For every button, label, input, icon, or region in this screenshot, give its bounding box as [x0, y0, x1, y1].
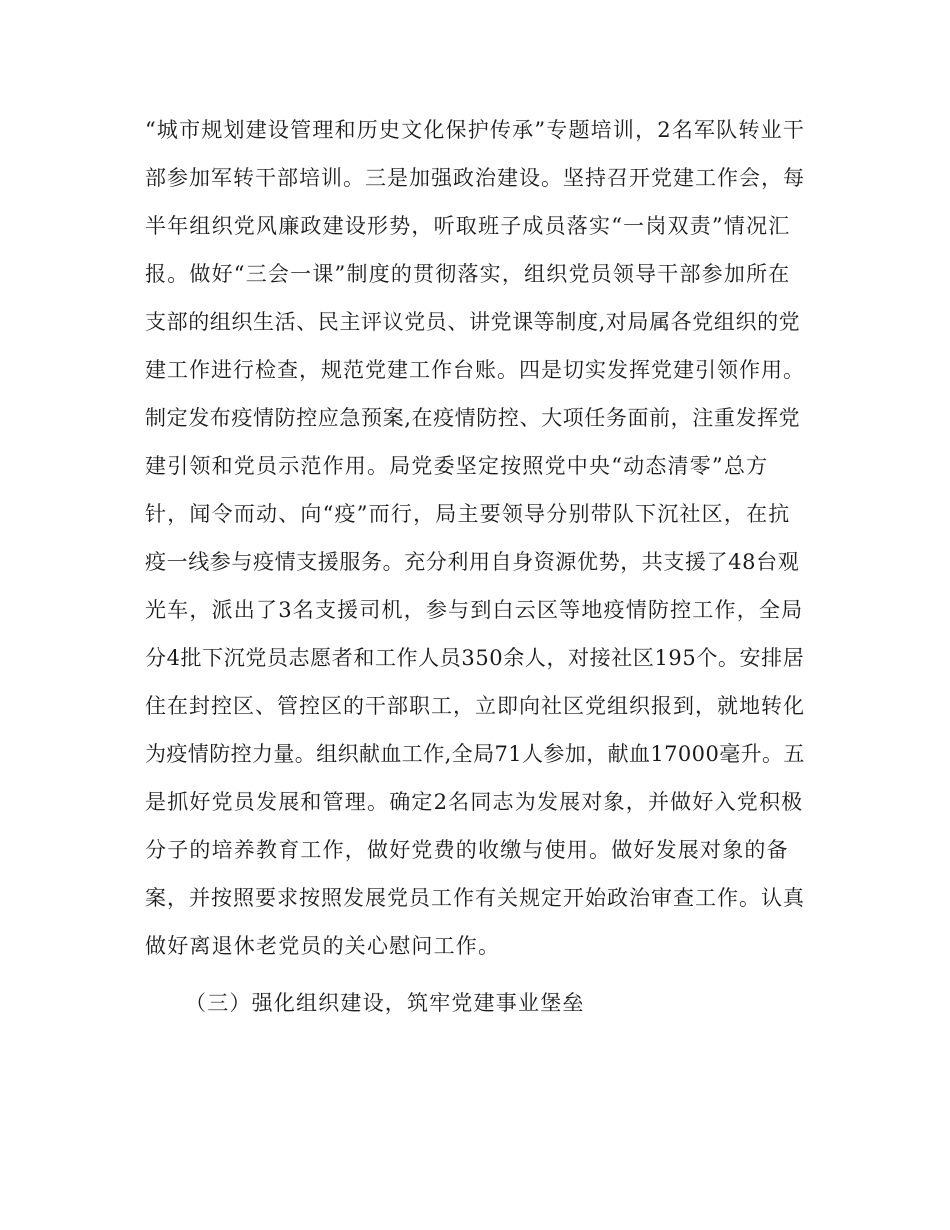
- body-line-3: 半年组织党风廉政建设形势，听取班子成员落实“一岗双责”情况汇: [145, 214, 791, 238]
- body-line-8: 建引领和党员示范作用。局党委坚定按照党中央“动态清零”总方: [145, 454, 769, 478]
- body-line-11: 光车，派出了3名支援司机，参与到白云区等地疫情防控工作，全局: [145, 598, 804, 622]
- body-line-1: “城市规划建设管理和历史文化保护传承”专题培训，2名军队转业干: [145, 118, 806, 142]
- body-line-12: 分4批下沉党员志愿者和工作人员350余人，对接社区195个。安排居: [145, 646, 805, 670]
- body-line-5: 支部的组织生活、民主评议党员、讲党课等制度,对局属各党组织的党: [145, 310, 801, 334]
- body-line-16: 分子的培养教育工作，做好党费的收缴与使用。做好发展对象的备: [145, 838, 789, 862]
- body-line-4: 报。做好“三会一课”制度的贯彻落实，组织党员领导干部参加所在: [145, 262, 791, 286]
- body-line-15: 是抓好党员发展和管理。确定2名同志为发展对象，并做好入党积极: [145, 790, 804, 814]
- body-line-17: 案，并按照要求按照发展党员工作有关规定开始政治审查工作。认真: [145, 886, 805, 910]
- body-line-7: 制定发布疫情防控应急预案,在疫情防控、大项任务面前，注重发挥党: [145, 406, 801, 430]
- body-line-10: 疫一线参与疫情支援服务。充分利用自身资源优势，共支援了48台观: [145, 550, 800, 574]
- body-line-9: 针，闻令而动、向“疫”而行，局主要领导分别带队下沉社区，在抗: [145, 502, 791, 526]
- body-line-6: 建工作进行检查，规范党建工作台账。四是切实发挥党建引领作用。: [145, 358, 805, 382]
- body-line-2: 部参加军转干部培训。三是加强政治建设。坚持召开党建工作会，每: [145, 166, 805, 190]
- body-line-14: 为疫情防控力量。组织献血工作,全局71人参加，献血17000毫升。五: [145, 742, 805, 766]
- body-line-13: 住在封控区、管控区的干部职工，立即向社区党组织报到，就地转化: [145, 694, 805, 718]
- section-heading: （三）强化组织建设，筑牢党建事业堡垒: [185, 991, 585, 1015]
- body-line-18: 做好离退休老党员的关心慰问工作。: [145, 934, 501, 958]
